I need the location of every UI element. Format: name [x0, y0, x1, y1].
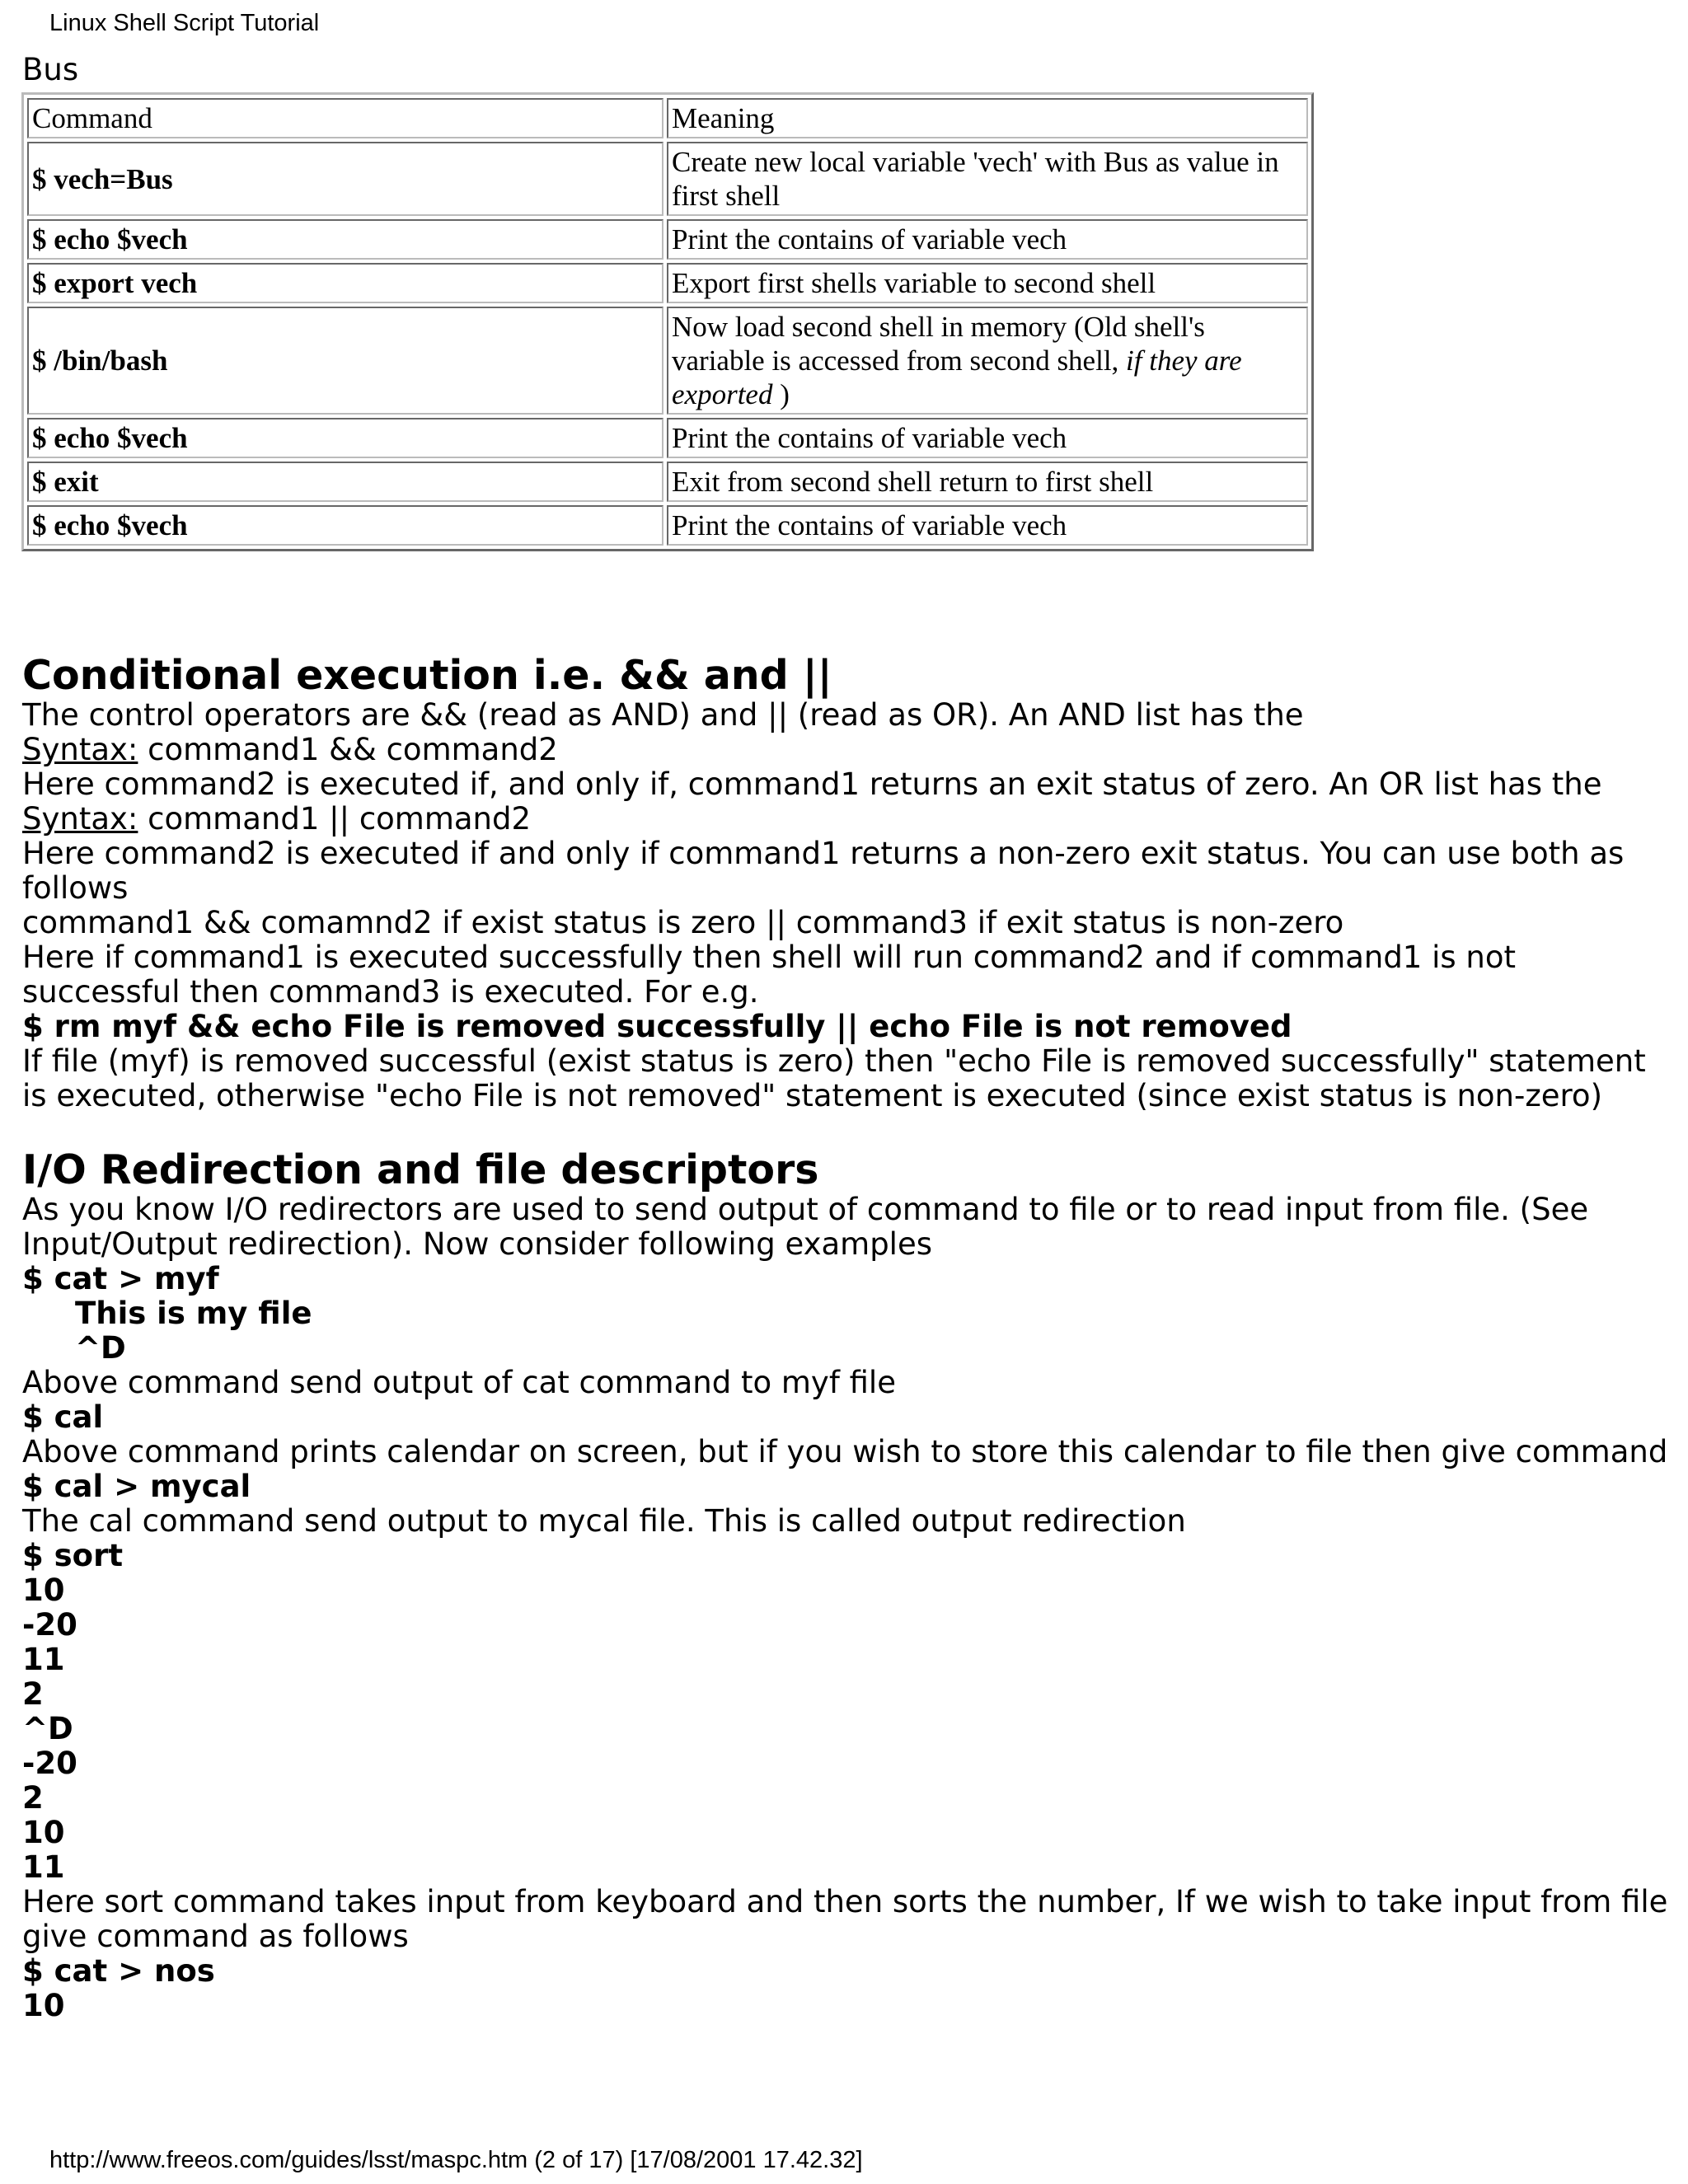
paragraph: Here command2 is executed if, and only if, command1 returns an exit status of zero. An OR list has the [22, 766, 1602, 802]
command-table [21, 92, 1314, 551]
sort-line: -20 [22, 1607, 77, 1643]
command-input-line: 10 [22, 1988, 65, 2023]
paragraph: If file (myf) is removed successful (exist status is zero) then "echo File is removed successfully" statement is executed, otherwise "echo File is not removed" statement is executed (since exist status is non-zero) [22, 1043, 1646, 1113]
meaning-cell: Exit from second shell return to first shell [667, 462, 1308, 502]
command-line: $ cat > myf [22, 1261, 219, 1296]
meaning-cell: Create new local variable 'vech' with Bus as value in first shell [667, 142, 1308, 216]
command-cell: $ export vech [27, 263, 663, 303]
table-row [27, 263, 1308, 303]
page-content [22, 53, 1671, 2023]
command-input-line: ^D [75, 1330, 126, 1366]
command-line: $ cat > nos [22, 1953, 215, 1989]
meaning-cell: Export first shells variable to second shell [667, 263, 1308, 303]
paragraph: The control operators are && (read as AND) and || (read as OR). An AND list has the [22, 697, 1304, 733]
sort-line: 11 [22, 1642, 65, 1677]
meaning-cell [667, 307, 1308, 415]
page-header: Linux Shell Script Tutorial [49, 10, 320, 36]
table-row [27, 505, 1308, 546]
paragraph: Here if command1 is executed successfully then shell will run command2 and if command1 is not successful then command3 is executed. For e.g. [22, 940, 1517, 1010]
meaning-cell: Print the contains of variable vech [667, 505, 1308, 546]
table-header-row [27, 98, 1308, 138]
paragraph: Above command prints calendar on screen, but if you wish to store this calendar to file then give command [22, 1434, 1668, 1469]
command-cell: $ echo $vech [27, 418, 663, 458]
paragraph: The cal command send output to mycal file. This is called output redirection [22, 1503, 1186, 1539]
command-line: $ cal [22, 1399, 104, 1435]
meaning-text: Now load second shell in memory (Old shell's variable is accessed from second shell, [672, 311, 1205, 377]
table-row [27, 462, 1308, 502]
paragraph: As you know I/O redirectors are used to send output of command to file or to read input from file. (See Input/Output redirection). Now consider following examples [22, 1192, 1589, 1262]
sort-line: 11 [22, 1849, 65, 1885]
sort-line: 10 [22, 1572, 65, 1608]
table-row [27, 142, 1308, 216]
meaning-cell: Print the contains of variable vech [667, 219, 1308, 260]
sort-line: -20 [22, 1746, 77, 1781]
column-header-command: Command [27, 98, 663, 138]
table-row [27, 307, 1308, 415]
command-cell: $ echo $vech [27, 505, 663, 546]
command-cell: $ exit [27, 462, 663, 502]
paragraph: command1 && comamnd2 if exist status is zero || command3 if exit status is non-zero [22, 905, 1344, 940]
syntax-label: Syntax: [22, 801, 138, 837]
syntax-text: command1 && command2 [138, 732, 558, 767]
command-line: $ cal > mycal [22, 1469, 251, 1504]
conditional-heading: Conditional execution i.e. && and || [22, 652, 832, 699]
table-row [27, 219, 1308, 260]
paragraph: Here command2 is executed if and only if command1 returns a non-zero exit status. You can use both as follows [22, 836, 1625, 906]
io-heading: I/O Redirection and file descriptors [22, 1146, 819, 1193]
meaning-tail: ) [780, 378, 790, 410]
syntax-text: command1 || command2 [138, 801, 532, 837]
meaning-italic: if they are exported [672, 344, 1242, 410]
command-input-line: This is my file [75, 1296, 312, 1331]
meaning-cell: Print the contains of variable vech [667, 418, 1308, 458]
paragraph: Above command send output of cat command to myf file [22, 1365, 896, 1400]
intro-value: Bus [22, 52, 79, 87]
sort-line: ^D [22, 1711, 73, 1746]
command-cell: $ echo $vech [27, 219, 663, 260]
command-cell: $ vech=Bus [27, 142, 663, 216]
syntax-line [22, 733, 1671, 767]
command-line: $ sort [22, 1538, 124, 1573]
table-row [27, 418, 1308, 458]
command-cell: $ /bin/bash [27, 307, 663, 415]
syntax-label: Syntax: [22, 732, 138, 767]
page-footer-url: http://www.freeos.com/guides/lsst/maspc.htm (2 of 17) [17/08/2001 17.42.32] [49, 2147, 863, 2173]
column-header-meaning: Meaning [667, 98, 1308, 138]
paragraph: Here sort command takes input from keyboard and then sorts the number, If we wish to take input from file give command as follows [22, 1884, 1668, 1954]
sort-line: 10 [22, 1815, 65, 1850]
sort-line: 2 [22, 1780, 44, 1816]
example-command: $ rm myf && echo File is removed successfully || echo File is not removed [22, 1009, 1292, 1044]
sort-line: 2 [22, 1676, 44, 1712]
syntax-line [22, 802, 1671, 837]
